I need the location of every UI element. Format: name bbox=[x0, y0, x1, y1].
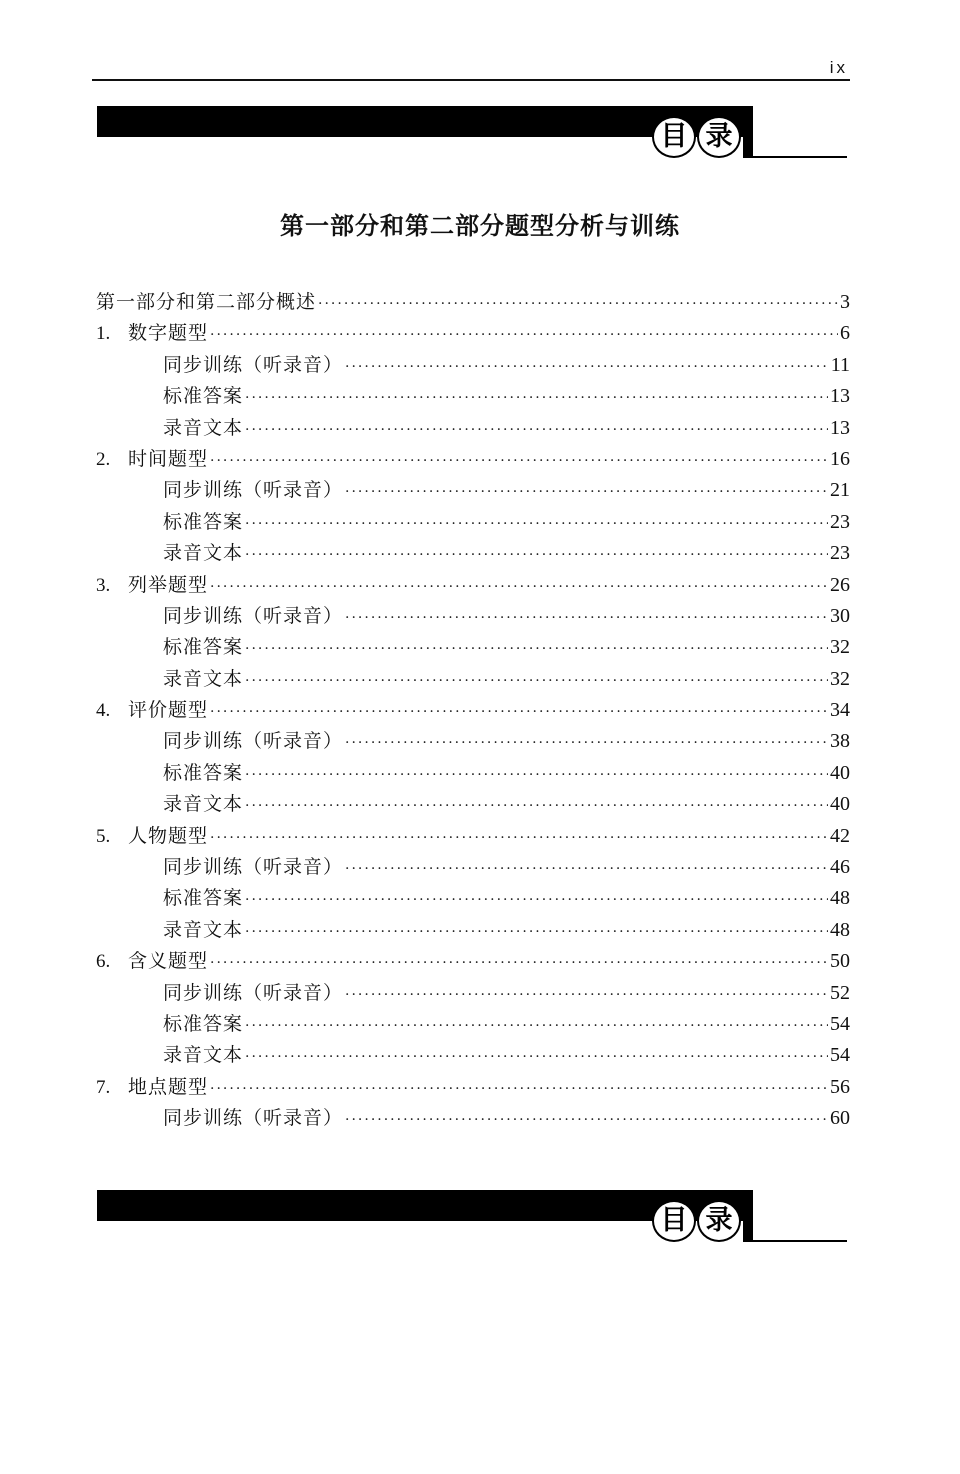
dot-leader bbox=[345, 477, 828, 508]
toc-entry[interactable] bbox=[96, 695, 850, 726]
toc-entry-page: 6 bbox=[840, 322, 850, 345]
dot-leader bbox=[210, 697, 828, 728]
dot-leader bbox=[245, 1042, 828, 1073]
toc-entry[interactable] bbox=[96, 444, 850, 475]
toc-entry-page: 52 bbox=[830, 981, 850, 1004]
toc-entry[interactable] bbox=[96, 883, 850, 914]
toc-entry-label: 标准答案 bbox=[163, 887, 244, 910]
toc-entry[interactable] bbox=[96, 601, 850, 632]
toc-entry-number: 2. bbox=[96, 448, 111, 470]
toc-entry[interactable] bbox=[96, 978, 850, 1009]
banner-line bbox=[752, 1240, 847, 1242]
dot-leader bbox=[245, 760, 828, 791]
badge-mu: 目 bbox=[652, 116, 696, 158]
toc-entry-label: 同步训练（听录音） bbox=[163, 604, 344, 627]
toc-entry-label: 时间题型 bbox=[128, 447, 209, 470]
toc-entry-page: 13 bbox=[830, 416, 850, 439]
dot-leader bbox=[210, 572, 828, 603]
toc-entry-number: 5. bbox=[96, 825, 111, 847]
dot-leader bbox=[245, 666, 828, 697]
header-rule bbox=[92, 79, 850, 81]
toc-entry[interactable] bbox=[96, 726, 850, 757]
toc-entry-label: 同步训练（听录音） bbox=[163, 1107, 344, 1130]
toc-entry-label: 标准答案 bbox=[163, 510, 244, 533]
toc-entry[interactable] bbox=[96, 381, 850, 412]
toc-entry[interactable] bbox=[96, 507, 850, 538]
toc-entry[interactable] bbox=[96, 915, 850, 946]
toc-entry-label: 录音文本 bbox=[163, 667, 244, 690]
toc-entry-page: 40 bbox=[830, 793, 850, 816]
toc-entry-label: 地点题型 bbox=[128, 1075, 209, 1098]
dot-leader bbox=[210, 1074, 828, 1105]
toc-entry-label: 同步训练（听录音） bbox=[163, 730, 344, 753]
toc-entry-page: 48 bbox=[830, 918, 850, 941]
dot-leader bbox=[345, 854, 828, 885]
toc-entry-label: 录音文本 bbox=[163, 1044, 244, 1067]
toc-entry-label: 标准答案 bbox=[163, 385, 244, 408]
toc-entry-page: 23 bbox=[830, 510, 850, 533]
toc-entry[interactable] bbox=[96, 789, 850, 820]
dot-leader bbox=[345, 980, 828, 1011]
toc-entry-page: 30 bbox=[830, 604, 850, 627]
dot-leader bbox=[210, 320, 838, 351]
toc-entry-label: 录音文本 bbox=[163, 416, 244, 439]
toc-entry-label: 人物题型 bbox=[128, 824, 209, 847]
toc-entry-number: 7. bbox=[96, 1076, 111, 1098]
toc-entry-page: 23 bbox=[830, 542, 850, 565]
badge-lu: 录 bbox=[697, 116, 741, 158]
toc-entry-label: 录音文本 bbox=[163, 793, 244, 816]
dot-leader bbox=[245, 917, 828, 948]
toc-entry-page: 11 bbox=[830, 353, 850, 376]
toc-entry[interactable] bbox=[96, 318, 850, 349]
section-title: 第一部分和第二部分题型分析与训练 bbox=[280, 212, 680, 240]
toc-entry-page: 21 bbox=[830, 479, 850, 502]
dot-leader bbox=[245, 885, 828, 916]
banner-tail bbox=[743, 1190, 753, 1242]
toc-entry-page: 54 bbox=[830, 1044, 850, 1067]
toc-entry-label: 同步训练（听录音） bbox=[163, 856, 344, 879]
toc-entry[interactable] bbox=[96, 632, 850, 663]
toc-entry-number: 1. bbox=[96, 323, 111, 345]
toc-entry-label: 含义题型 bbox=[128, 950, 209, 973]
dot-leader bbox=[345, 728, 828, 759]
dot-leader bbox=[345, 1105, 828, 1136]
toc-entry-page: 60 bbox=[830, 1107, 850, 1130]
toc-entry[interactable] bbox=[96, 350, 850, 381]
dot-leader bbox=[345, 603, 828, 634]
toc-entry-page: 13 bbox=[830, 385, 850, 408]
dot-leader bbox=[345, 352, 829, 383]
toc-entry[interactable] bbox=[96, 1040, 850, 1071]
badge-mu: 目 bbox=[652, 1200, 696, 1242]
dot-leader bbox=[245, 791, 828, 822]
toc-entry-number: 6. bbox=[96, 951, 111, 973]
dot-leader bbox=[210, 948, 828, 979]
banner-line bbox=[752, 156, 847, 158]
toc-entry-label: 录音文本 bbox=[163, 918, 244, 941]
toc-entry-label: 录音文本 bbox=[163, 542, 244, 565]
dot-leader bbox=[245, 1011, 828, 1042]
toc-entry[interactable] bbox=[96, 287, 850, 318]
toc-entry[interactable] bbox=[96, 946, 850, 977]
toc-entry[interactable] bbox=[96, 1009, 850, 1040]
table-of-contents bbox=[96, 287, 850, 1135]
banner-tail bbox=[743, 106, 753, 158]
toc-entry[interactable] bbox=[96, 1103, 850, 1134]
contents-banner-bottom bbox=[97, 1190, 849, 1244]
toc-entry[interactable] bbox=[96, 664, 850, 695]
toc-entry-label: 评价题型 bbox=[128, 699, 209, 722]
dot-leader bbox=[245, 415, 828, 446]
toc-entry[interactable] bbox=[96, 1072, 850, 1103]
toc-entry-page: 16 bbox=[830, 447, 850, 470]
toc-entry-page: 26 bbox=[830, 573, 850, 596]
toc-entry-page: 32 bbox=[830, 636, 850, 659]
toc-entry-label: 第一部分和第二部分概述 bbox=[96, 291, 317, 313]
toc-entry-label: 标准答案 bbox=[163, 636, 244, 659]
page-number: ix bbox=[829, 58, 848, 77]
toc-entry[interactable] bbox=[96, 538, 850, 569]
toc-entry-page: 56 bbox=[830, 1075, 850, 1098]
toc-entry-page: 50 bbox=[830, 950, 850, 973]
dot-leader bbox=[245, 509, 828, 540]
toc-entry[interactable] bbox=[96, 475, 850, 506]
toc-entry-page: 38 bbox=[830, 730, 850, 753]
toc-entry-label: 同步训练（听录音） bbox=[163, 981, 344, 1004]
toc-entry[interactable] bbox=[96, 821, 850, 852]
dot-leader bbox=[245, 634, 828, 665]
toc-entry[interactable] bbox=[96, 852, 850, 883]
toc-entry[interactable] bbox=[96, 758, 850, 789]
toc-entry[interactable] bbox=[96, 570, 850, 601]
toc-entry-page: 3 bbox=[840, 291, 850, 313]
toc-entry-label: 标准答案 bbox=[163, 761, 244, 784]
dot-leader bbox=[210, 823, 828, 854]
toc-entry-page: 40 bbox=[830, 761, 850, 784]
dot-leader bbox=[318, 289, 838, 320]
toc-entry-number: 3. bbox=[96, 574, 111, 596]
toc-entry-page: 48 bbox=[830, 887, 850, 910]
toc-entry-label: 数字题型 bbox=[128, 322, 209, 345]
toc-entry-page: 42 bbox=[830, 824, 850, 847]
toc-entry-page: 32 bbox=[830, 667, 850, 690]
toc-entry-page: 34 bbox=[830, 699, 850, 722]
toc-entry-label: 同步训练（听录音） bbox=[163, 353, 344, 376]
toc-entry[interactable] bbox=[96, 413, 850, 444]
toc-entry-page: 54 bbox=[830, 1012, 850, 1035]
toc-entry-number: 4. bbox=[96, 700, 111, 722]
toc-entry-page: 46 bbox=[830, 856, 850, 879]
dot-leader bbox=[245, 383, 828, 414]
toc-entry-label: 同步训练（听录音） bbox=[163, 479, 344, 502]
dot-leader bbox=[245, 540, 828, 571]
contents-banner-top bbox=[97, 106, 849, 160]
toc-entry-label: 列举题型 bbox=[128, 573, 209, 596]
toc-entry-label: 标准答案 bbox=[163, 1012, 244, 1035]
badge-lu: 录 bbox=[697, 1200, 741, 1242]
dot-leader bbox=[210, 446, 828, 477]
